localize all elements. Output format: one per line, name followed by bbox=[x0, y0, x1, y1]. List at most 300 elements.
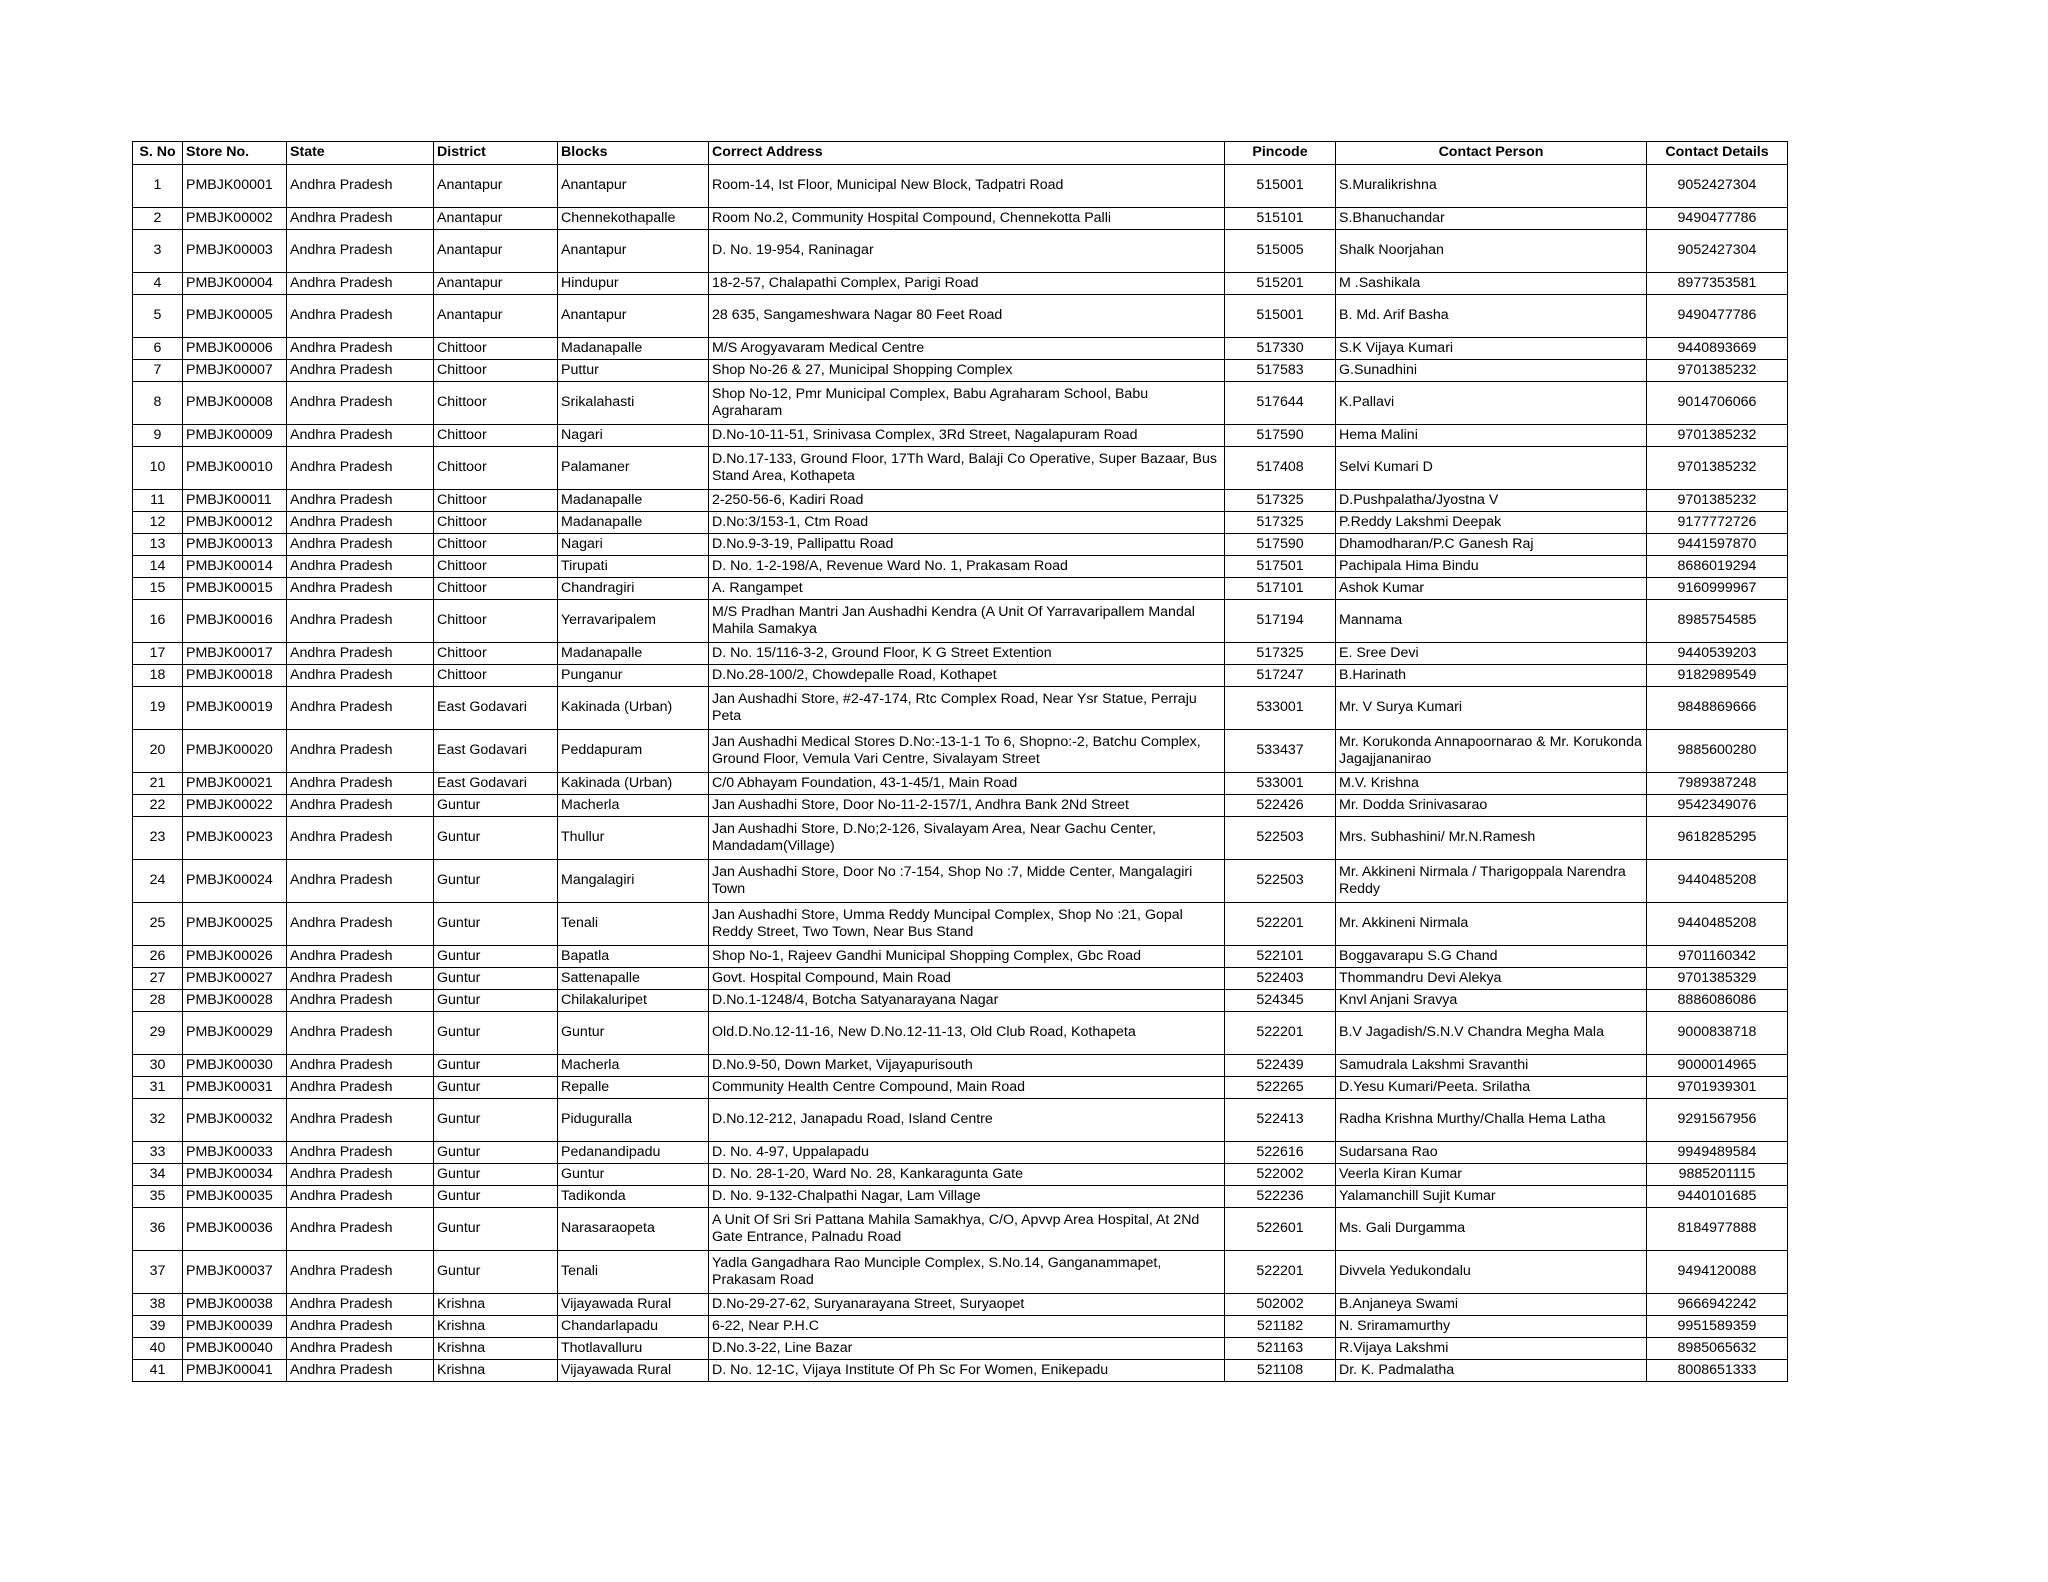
state-cell: Andhra Pradesh bbox=[287, 968, 434, 990]
sno-cell: 27 bbox=[133, 968, 183, 990]
table-row bbox=[133, 1164, 1788, 1186]
sno-cell: 12 bbox=[133, 512, 183, 534]
district-cell: Chittoor bbox=[434, 338, 558, 360]
contact-details-cell: 9701385232 bbox=[1647, 425, 1788, 447]
district-cell: East Godavari bbox=[434, 773, 558, 795]
contact-details-cell: 9885201115 bbox=[1647, 1164, 1788, 1186]
sno-cell: 24 bbox=[133, 860, 183, 903]
contact-details-cell: 9701385232 bbox=[1647, 447, 1788, 490]
contact-person-cell: S.K Vijaya Kumari bbox=[1336, 338, 1647, 360]
block-cell: Anantapur bbox=[558, 165, 709, 208]
table-row bbox=[133, 295, 1788, 338]
block-cell: Macherla bbox=[558, 1055, 709, 1077]
contact-details-cell: 9440485208 bbox=[1647, 860, 1788, 903]
address-cell: A. Rangampet bbox=[709, 578, 1225, 600]
address-cell: 6-22, Near P.H.C bbox=[709, 1316, 1225, 1338]
district-cell: Guntur bbox=[434, 1186, 558, 1208]
pincode-cell: 533001 bbox=[1225, 687, 1336, 730]
block-cell: Vijayawada Rural bbox=[558, 1294, 709, 1316]
state-cell: Andhra Pradesh bbox=[287, 795, 434, 817]
state-cell: Andhra Pradesh bbox=[287, 1360, 434, 1382]
pincode-cell: 517501 bbox=[1225, 556, 1336, 578]
district-cell: Chittoor bbox=[434, 534, 558, 556]
block-cell: Anantapur bbox=[558, 230, 709, 273]
table-row bbox=[133, 1186, 1788, 1208]
contact-person-cell: Veerla Kiran Kumar bbox=[1336, 1164, 1647, 1186]
sno-cell: 40 bbox=[133, 1338, 183, 1360]
address-cell: D. No. 9-132-Chalpathi Nagar, Lam Village bbox=[709, 1186, 1225, 1208]
contact-details-cell: 9701385232 bbox=[1647, 360, 1788, 382]
state-cell: Andhra Pradesh bbox=[287, 165, 434, 208]
contact-person-cell: Sudarsana Rao bbox=[1336, 1142, 1647, 1164]
store-no-cell: PMBJK00032 bbox=[183, 1099, 287, 1142]
sno-cell: 9 bbox=[133, 425, 183, 447]
district-cell: Chittoor bbox=[434, 425, 558, 447]
table-row bbox=[133, 165, 1788, 208]
store-no-cell: PMBJK00011 bbox=[183, 490, 287, 512]
state-cell: Andhra Pradesh bbox=[287, 273, 434, 295]
sno-cell: 30 bbox=[133, 1055, 183, 1077]
table-row bbox=[133, 273, 1788, 295]
store-no-cell: PMBJK00022 bbox=[183, 795, 287, 817]
store-no-cell: PMBJK00034 bbox=[183, 1164, 287, 1186]
contact-details-cell: 9949489584 bbox=[1647, 1142, 1788, 1164]
sno-cell: 29 bbox=[133, 1012, 183, 1055]
block-cell: Anantapur bbox=[558, 295, 709, 338]
address-cell: 2-250-56-6, Kadiri Road bbox=[709, 490, 1225, 512]
district-cell: Guntur bbox=[434, 1164, 558, 1186]
district-cell: Anantapur bbox=[434, 230, 558, 273]
pincode-cell: 517590 bbox=[1225, 534, 1336, 556]
table-row bbox=[133, 1055, 1788, 1077]
state-cell: Andhra Pradesh bbox=[287, 208, 434, 230]
store-no-cell: PMBJK00007 bbox=[183, 360, 287, 382]
contact-details-cell: 9701385329 bbox=[1647, 968, 1788, 990]
store-no-cell: PMBJK00040 bbox=[183, 1338, 287, 1360]
table-row bbox=[133, 382, 1788, 425]
sno-cell: 25 bbox=[133, 903, 183, 946]
table-row bbox=[133, 860, 1788, 903]
sno-cell: 18 bbox=[133, 665, 183, 687]
contact-details-cell: 7989387248 bbox=[1647, 773, 1788, 795]
block-cell: Yerravaripalem bbox=[558, 600, 709, 643]
pincode-cell: 521163 bbox=[1225, 1338, 1336, 1360]
pincode-cell: 522503 bbox=[1225, 817, 1336, 860]
state-cell: Andhra Pradesh bbox=[287, 860, 434, 903]
block-cell: Tenali bbox=[558, 1251, 709, 1294]
table-row bbox=[133, 990, 1788, 1012]
table-row bbox=[133, 687, 1788, 730]
contact-person-cell: D.Pushpalatha/Jyostna V bbox=[1336, 490, 1647, 512]
table-row bbox=[133, 1077, 1788, 1099]
store-table bbox=[132, 141, 1788, 1382]
table-row bbox=[133, 773, 1788, 795]
pincode-cell: 517583 bbox=[1225, 360, 1336, 382]
contact-person-cell: Yalamanchill Sujit Kumar bbox=[1336, 1186, 1647, 1208]
contact-details-cell: 9160999967 bbox=[1647, 578, 1788, 600]
state-cell: Andhra Pradesh bbox=[287, 600, 434, 643]
contact-person-cell: Mr. Dodda Srinivasarao bbox=[1336, 795, 1647, 817]
contact-person-cell: B.Harinath bbox=[1336, 665, 1647, 687]
district-cell: Guntur bbox=[434, 1012, 558, 1055]
store-no-cell: PMBJK00019 bbox=[183, 687, 287, 730]
address-cell: Community Health Centre Compound, Main Road bbox=[709, 1077, 1225, 1099]
contact-details-cell: 9490477786 bbox=[1647, 295, 1788, 338]
sno-cell: 38 bbox=[133, 1294, 183, 1316]
state-cell: Andhra Pradesh bbox=[287, 730, 434, 773]
block-cell: Madanapalle bbox=[558, 490, 709, 512]
sno-cell: 35 bbox=[133, 1186, 183, 1208]
table-row bbox=[133, 1360, 1788, 1382]
district-cell: Krishna bbox=[434, 1338, 558, 1360]
store-no-cell: PMBJK00023 bbox=[183, 817, 287, 860]
table-row bbox=[133, 360, 1788, 382]
table-row bbox=[133, 600, 1788, 643]
state-cell: Andhra Pradesh bbox=[287, 1012, 434, 1055]
district-cell: Krishna bbox=[434, 1316, 558, 1338]
store-no-cell: PMBJK00031 bbox=[183, 1077, 287, 1099]
store-no-cell: PMBJK00001 bbox=[183, 165, 287, 208]
pincode-cell: 502002 bbox=[1225, 1294, 1336, 1316]
state-cell: Andhra Pradesh bbox=[287, 773, 434, 795]
store-no-cell: PMBJK00033 bbox=[183, 1142, 287, 1164]
sno-cell: 4 bbox=[133, 273, 183, 295]
pincode-cell: 533437 bbox=[1225, 730, 1336, 773]
pincode-cell: 515001 bbox=[1225, 295, 1336, 338]
sno-cell: 26 bbox=[133, 946, 183, 968]
contact-details-cell: 9701385232 bbox=[1647, 490, 1788, 512]
store-no-cell: PMBJK00005 bbox=[183, 295, 287, 338]
store-no-cell: PMBJK00039 bbox=[183, 1316, 287, 1338]
pincode-cell: 522616 bbox=[1225, 1142, 1336, 1164]
table-row bbox=[133, 534, 1788, 556]
block-cell: Tadikonda bbox=[558, 1186, 709, 1208]
contact-details-cell: 9542349076 bbox=[1647, 795, 1788, 817]
store-no-cell: PMBJK00002 bbox=[183, 208, 287, 230]
sno-cell: 20 bbox=[133, 730, 183, 773]
pincode-cell: 522201 bbox=[1225, 903, 1336, 946]
sno-cell: 7 bbox=[133, 360, 183, 382]
state-cell: Andhra Pradesh bbox=[287, 230, 434, 273]
pincode-cell: 521108 bbox=[1225, 1360, 1336, 1382]
district-cell: Chittoor bbox=[434, 447, 558, 490]
header-cell: Pincode bbox=[1225, 142, 1336, 165]
address-cell: D.No.9-3-19, Pallipattu Road bbox=[709, 534, 1225, 556]
contact-details-cell: 8985754585 bbox=[1647, 600, 1788, 643]
pincode-cell: 515201 bbox=[1225, 273, 1336, 295]
contact-person-cell: P.Reddy Lakshmi Deepak bbox=[1336, 512, 1647, 534]
header-cell: Contact Person bbox=[1336, 142, 1647, 165]
district-cell: Guntur bbox=[434, 968, 558, 990]
store-no-cell: PMBJK00020 bbox=[183, 730, 287, 773]
state-cell: Andhra Pradesh bbox=[287, 817, 434, 860]
district-cell: Anantapur bbox=[434, 165, 558, 208]
block-cell: Macherla bbox=[558, 795, 709, 817]
block-cell: Madanapalle bbox=[558, 512, 709, 534]
pincode-cell: 522413 bbox=[1225, 1099, 1336, 1142]
block-cell: Chandarlapadu bbox=[558, 1316, 709, 1338]
address-cell: Yadla Gangadhara Rao Munciple Complex, S.No.14, Ganganammapet, Prakasam Road bbox=[709, 1251, 1225, 1294]
pincode-cell: 522002 bbox=[1225, 1164, 1336, 1186]
state-cell: Andhra Pradesh bbox=[287, 490, 434, 512]
contact-person-cell: Mannama bbox=[1336, 600, 1647, 643]
state-cell: Andhra Pradesh bbox=[287, 1164, 434, 1186]
district-cell: Guntur bbox=[434, 903, 558, 946]
address-cell: Jan Aushadhi Store, D.No;2-126, Sivalayam Area, Near Gachu Center, Mandadam(Village) bbox=[709, 817, 1225, 860]
address-cell: C/0 Abhayam Foundation, 43-1-45/1, Main Road bbox=[709, 773, 1225, 795]
block-cell: Kakinada (Urban) bbox=[558, 773, 709, 795]
contact-person-cell: Pachipala Hima Bindu bbox=[1336, 556, 1647, 578]
district-cell: Chittoor bbox=[434, 578, 558, 600]
block-cell: Nagari bbox=[558, 425, 709, 447]
district-cell: Guntur bbox=[434, 1251, 558, 1294]
sno-cell: 32 bbox=[133, 1099, 183, 1142]
block-cell: Madanapalle bbox=[558, 643, 709, 665]
block-cell: Guntur bbox=[558, 1164, 709, 1186]
contact-person-cell: Hema Malini bbox=[1336, 425, 1647, 447]
contact-details-cell: 9177772726 bbox=[1647, 512, 1788, 534]
pincode-cell: 517590 bbox=[1225, 425, 1336, 447]
address-cell: 28 635, Sangameshwara Nagar 80 Feet Road bbox=[709, 295, 1225, 338]
address-cell: D.No.3-22, Line Bazar bbox=[709, 1338, 1225, 1360]
contact-details-cell: 9440893669 bbox=[1647, 338, 1788, 360]
table-row bbox=[133, 1142, 1788, 1164]
contact-person-cell: Dr. K. Padmalatha bbox=[1336, 1360, 1647, 1382]
sno-cell: 19 bbox=[133, 687, 183, 730]
contact-details-cell: 9291567956 bbox=[1647, 1099, 1788, 1142]
table-body bbox=[133, 165, 1788, 1382]
address-cell: Shop No-12, Pmr Municipal Complex, Babu Agraharam School, Babu Agraharam bbox=[709, 382, 1225, 425]
block-cell: Pedanandipadu bbox=[558, 1142, 709, 1164]
district-cell: Krishna bbox=[434, 1360, 558, 1382]
contact-person-cell: Dhamodharan/P.C Ganesh Raj bbox=[1336, 534, 1647, 556]
contact-details-cell: 9701939301 bbox=[1647, 1077, 1788, 1099]
address-cell: A Unit Of Sri Sri Pattana Mahila Samakhya, C/O, Apvvp Area Hospital, At 2Nd Gate Entrance, Palnadu Road bbox=[709, 1208, 1225, 1251]
contact-person-cell: B.V Jagadish/S.N.V Chandra Megha Mala bbox=[1336, 1012, 1647, 1055]
district-cell: Chittoor bbox=[434, 643, 558, 665]
pincode-cell: 517330 bbox=[1225, 338, 1336, 360]
contact-person-cell: B. Md. Arif Basha bbox=[1336, 295, 1647, 338]
pincode-cell: 517325 bbox=[1225, 643, 1336, 665]
block-cell: Mangalagiri bbox=[558, 860, 709, 903]
state-cell: Andhra Pradesh bbox=[287, 643, 434, 665]
pincode-cell: 521182 bbox=[1225, 1316, 1336, 1338]
district-cell: Guntur bbox=[434, 1208, 558, 1251]
contact-person-cell: Mr. Akkineni Nirmala bbox=[1336, 903, 1647, 946]
contact-details-cell: 9440539203 bbox=[1647, 643, 1788, 665]
table-row bbox=[133, 1012, 1788, 1055]
address-cell: D. No. 4-97, Uppalapadu bbox=[709, 1142, 1225, 1164]
district-cell: Guntur bbox=[434, 1142, 558, 1164]
block-cell: Sattenapalle bbox=[558, 968, 709, 990]
block-cell: Chennekothapalle bbox=[558, 208, 709, 230]
store-no-cell: PMBJK00003 bbox=[183, 230, 287, 273]
table-row bbox=[133, 490, 1788, 512]
district-cell: Chittoor bbox=[434, 556, 558, 578]
sno-cell: 23 bbox=[133, 817, 183, 860]
store-no-cell: PMBJK00016 bbox=[183, 600, 287, 643]
store-no-cell: PMBJK00037 bbox=[183, 1251, 287, 1294]
district-cell: Guntur bbox=[434, 1055, 558, 1077]
table-row bbox=[133, 578, 1788, 600]
contact-details-cell: 9000014965 bbox=[1647, 1055, 1788, 1077]
state-cell: Andhra Pradesh bbox=[287, 903, 434, 946]
table-row bbox=[133, 1251, 1788, 1294]
contact-person-cell: Shalk Noorjahan bbox=[1336, 230, 1647, 273]
state-cell: Andhra Pradesh bbox=[287, 1142, 434, 1164]
district-cell: Chittoor bbox=[434, 382, 558, 425]
district-cell: Guntur bbox=[434, 1077, 558, 1099]
pincode-cell: 522236 bbox=[1225, 1186, 1336, 1208]
contact-person-cell: Ashok Kumar bbox=[1336, 578, 1647, 600]
address-cell: D. No. 1-2-198/A, Revenue Ward No. 1, Prakasam Road bbox=[709, 556, 1225, 578]
sno-cell: 17 bbox=[133, 643, 183, 665]
table-row bbox=[133, 512, 1788, 534]
contact-details-cell: 9490477786 bbox=[1647, 208, 1788, 230]
address-cell: D. No. 28-1-20, Ward No. 28, Kankaragunta Gate bbox=[709, 1164, 1225, 1186]
address-cell: Shop No-1, Rajeev Gandhi Municipal Shopping Complex, Gbc Road bbox=[709, 946, 1225, 968]
block-cell: Punganur bbox=[558, 665, 709, 687]
block-cell: Nagari bbox=[558, 534, 709, 556]
contact-person-cell: G.Sunadhini bbox=[1336, 360, 1647, 382]
address-cell: Old.D.No.12-11-16, New D.No.12-11-13, Old Club Road, Kothapeta bbox=[709, 1012, 1225, 1055]
address-cell: Jan Aushadhi Store, #2-47-174, Rtc Complex Road, Near Ysr Statue, Perraju Peta bbox=[709, 687, 1225, 730]
table-row bbox=[133, 447, 1788, 490]
state-cell: Andhra Pradesh bbox=[287, 1055, 434, 1077]
header-cell: S. No bbox=[133, 142, 183, 165]
block-cell: Vijayawada Rural bbox=[558, 1360, 709, 1382]
address-cell: Room-14, Ist Floor, Municipal New Block, Tadpatri Road bbox=[709, 165, 1225, 208]
contact-person-cell: M .Sashikala bbox=[1336, 273, 1647, 295]
state-cell: Andhra Pradesh bbox=[287, 1208, 434, 1251]
store-no-cell: PMBJK00025 bbox=[183, 903, 287, 946]
district-cell: Chittoor bbox=[434, 360, 558, 382]
store-no-cell: PMBJK00030 bbox=[183, 1055, 287, 1077]
contact-details-cell: 8985065632 bbox=[1647, 1338, 1788, 1360]
sno-cell: 21 bbox=[133, 773, 183, 795]
state-cell: Andhra Pradesh bbox=[287, 425, 434, 447]
table-row bbox=[133, 338, 1788, 360]
state-cell: Andhra Pradesh bbox=[287, 1338, 434, 1360]
header-cell: Correct Address bbox=[709, 142, 1225, 165]
sno-cell: 13 bbox=[133, 534, 183, 556]
table-row bbox=[133, 665, 1788, 687]
contact-details-cell: 9014706066 bbox=[1647, 382, 1788, 425]
district-cell: Anantapur bbox=[434, 295, 558, 338]
block-cell: Madanapalle bbox=[558, 338, 709, 360]
address-cell: Jan Aushadhi Store, Door No-11-2-157/1, Andhra Bank 2Nd Street bbox=[709, 795, 1225, 817]
contact-person-cell: K.Pallavi bbox=[1336, 382, 1647, 425]
address-cell: D.No.12-212, Janapadu Road, Island Centre bbox=[709, 1099, 1225, 1142]
pincode-cell: 522201 bbox=[1225, 1012, 1336, 1055]
store-no-cell: PMBJK00028 bbox=[183, 990, 287, 1012]
pincode-cell: 517408 bbox=[1225, 447, 1336, 490]
contact-details-cell: 9885600280 bbox=[1647, 730, 1788, 773]
store-no-cell: PMBJK00010 bbox=[183, 447, 287, 490]
district-cell: Krishna bbox=[434, 1294, 558, 1316]
address-cell: Shop No-26 & 27, Municipal Shopping Complex bbox=[709, 360, 1225, 382]
address-cell: D.No-10-11-51, Srinivasa Complex, 3Rd Street, Nagalapuram Road bbox=[709, 425, 1225, 447]
state-cell: Andhra Pradesh bbox=[287, 382, 434, 425]
sno-cell: 31 bbox=[133, 1077, 183, 1099]
sno-cell: 37 bbox=[133, 1251, 183, 1294]
district-cell: Guntur bbox=[434, 817, 558, 860]
state-cell: Andhra Pradesh bbox=[287, 556, 434, 578]
header-cell: State bbox=[287, 142, 434, 165]
state-cell: Andhra Pradesh bbox=[287, 578, 434, 600]
address-cell: Govt. Hospital Compound, Main Road bbox=[709, 968, 1225, 990]
block-cell: Piduguralla bbox=[558, 1099, 709, 1142]
header-cell: District bbox=[434, 142, 558, 165]
contact-details-cell: 8886086086 bbox=[1647, 990, 1788, 1012]
pincode-cell: 522439 bbox=[1225, 1055, 1336, 1077]
store-no-cell: PMBJK00017 bbox=[183, 643, 287, 665]
store-no-cell: PMBJK00004 bbox=[183, 273, 287, 295]
store-no-cell: PMBJK00038 bbox=[183, 1294, 287, 1316]
table-row bbox=[133, 230, 1788, 273]
sno-cell: 39 bbox=[133, 1316, 183, 1338]
district-cell: Guntur bbox=[434, 990, 558, 1012]
table-row bbox=[133, 795, 1788, 817]
store-no-cell: PMBJK00041 bbox=[183, 1360, 287, 1382]
contact-details-cell: 8977353581 bbox=[1647, 273, 1788, 295]
contact-details-cell: 9052427304 bbox=[1647, 165, 1788, 208]
sno-cell: 10 bbox=[133, 447, 183, 490]
block-cell: Srikalahasti bbox=[558, 382, 709, 425]
district-cell: Chittoor bbox=[434, 512, 558, 534]
store-no-cell: PMBJK00035 bbox=[183, 1186, 287, 1208]
table-row bbox=[133, 425, 1788, 447]
sno-cell: 22 bbox=[133, 795, 183, 817]
contact-details-cell: 9440101685 bbox=[1647, 1186, 1788, 1208]
sno-cell: 33 bbox=[133, 1142, 183, 1164]
table-row bbox=[133, 1099, 1788, 1142]
pincode-cell: 517194 bbox=[1225, 600, 1336, 643]
address-cell: D.No.9-50, Down Market, Vijayapurisouth bbox=[709, 1055, 1225, 1077]
pincode-cell: 522101 bbox=[1225, 946, 1336, 968]
contact-details-cell: 9182989549 bbox=[1647, 665, 1788, 687]
district-cell: East Godavari bbox=[434, 687, 558, 730]
pincode-cell: 517247 bbox=[1225, 665, 1336, 687]
block-cell: Peddapuram bbox=[558, 730, 709, 773]
table-row bbox=[133, 556, 1788, 578]
store-no-cell: PMBJK00009 bbox=[183, 425, 287, 447]
state-cell: Andhra Pradesh bbox=[287, 1186, 434, 1208]
block-cell: Chilakaluripet bbox=[558, 990, 709, 1012]
store-no-cell: PMBJK00008 bbox=[183, 382, 287, 425]
address-cell: D. No. 12-1C, Vijaya Institute Of Ph Sc For Women, Enikepadu bbox=[709, 1360, 1225, 1382]
table-row bbox=[133, 1294, 1788, 1316]
sno-cell: 1 bbox=[133, 165, 183, 208]
district-cell: Chittoor bbox=[434, 490, 558, 512]
district-cell: Chittoor bbox=[434, 665, 558, 687]
state-cell: Andhra Pradesh bbox=[287, 534, 434, 556]
sno-cell: 2 bbox=[133, 208, 183, 230]
store-no-cell: PMBJK00021 bbox=[183, 773, 287, 795]
block-cell: Thotlavalluru bbox=[558, 1338, 709, 1360]
state-cell: Andhra Pradesh bbox=[287, 687, 434, 730]
state-cell: Andhra Pradesh bbox=[287, 946, 434, 968]
district-cell: Guntur bbox=[434, 795, 558, 817]
district-cell: East Godavari bbox=[434, 730, 558, 773]
contact-person-cell: B.Anjaneya Swami bbox=[1336, 1294, 1647, 1316]
table-row bbox=[133, 730, 1788, 773]
pincode-cell: 515101 bbox=[1225, 208, 1336, 230]
pincode-cell: 522265 bbox=[1225, 1077, 1336, 1099]
address-cell: D.No.28-100/2, Chowdepalle Road, Kothapet bbox=[709, 665, 1225, 687]
store-no-cell: PMBJK00024 bbox=[183, 860, 287, 903]
pincode-cell: 522201 bbox=[1225, 1251, 1336, 1294]
